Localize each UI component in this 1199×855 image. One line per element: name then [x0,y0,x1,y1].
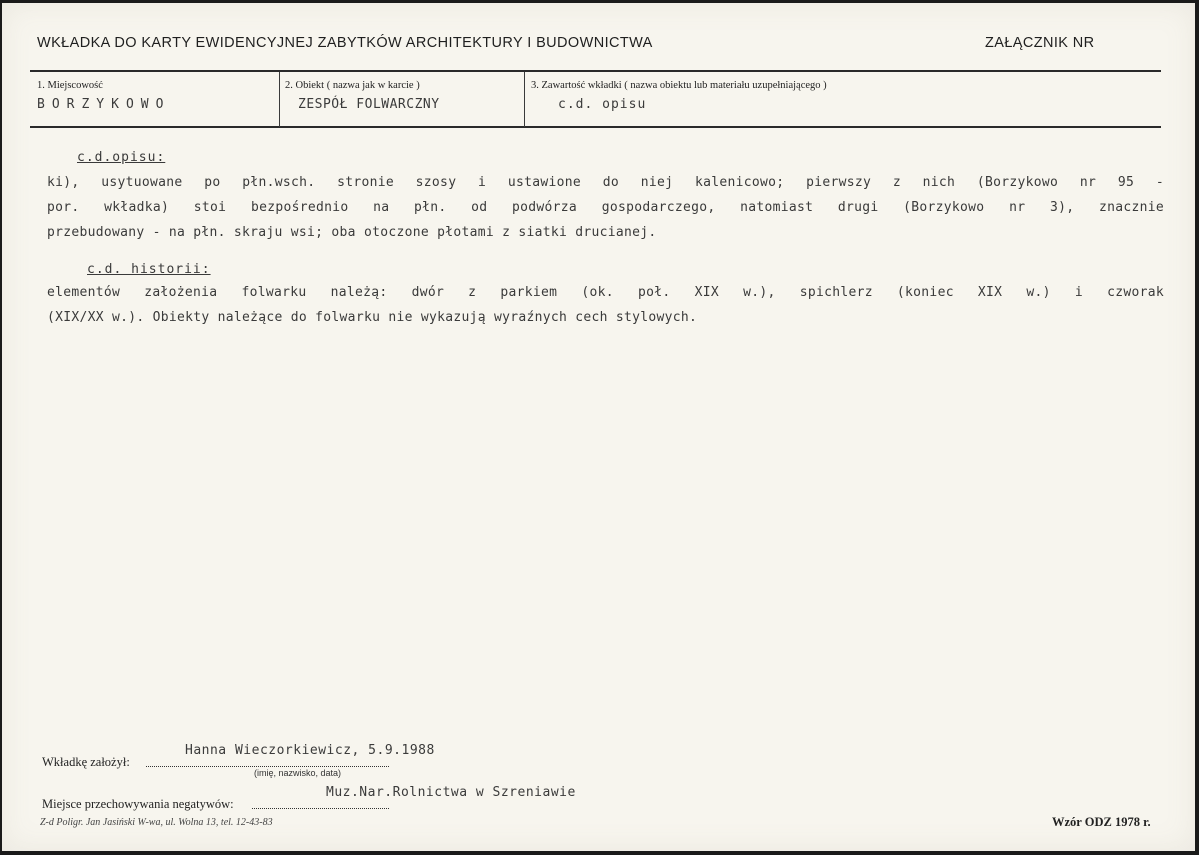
form-model-number: Wzór ODZ 1978 r. [1052,815,1151,829]
field-divider-1 [279,72,280,127]
negatives-storage-value: Muz.Nar.Rolnictwa w Szreniawie [326,785,576,800]
history-heading: c.d. historii: [87,262,211,277]
description-line: ki), usytuowane po płn.wsch. stronie szosy i ustawione do niej kalenicowo; pierwszy z nich (Borzykowo nr 95 - [47,175,1164,190]
history-line: elementów założenia folwarku należą: dwór z parkiem (ok. poł. XIX w.), spichlerz (koniec XIX w.) i czworak [47,285,1164,300]
author-label: Wkładkę założył: [42,755,130,769]
description-line: przebudowany - na płn. skraju wsi; oba otoczone płotami z siatki drucianej. [47,225,657,240]
storage-dotted-line [252,808,389,809]
author-caption: (imię, nazwisko, data) [254,768,342,778]
form-title: WKŁADKA DO KARTY EWIDENCYJNEJ ZABYTKÓW ARCHITEKTURY I BUDOWNICTWA [37,35,653,51]
insert-content-label: 3. Zawartość wkładki ( nazwa obiektu lub materiału uzupełniającego ) [531,80,827,91]
inventory-card-sheet [2,3,1195,851]
header-top-rule [30,70,1161,72]
history-line: (XIX/XX w.). Obiekty należące do folwarku nie wykazują wyraźnych cech stylowych. [47,310,698,325]
insert-content-value: c.d. opisu [558,97,647,112]
description-line: por. wkładka) stoi bezpośrednio na płn. od podwórza gospodarczego, natomiast drugi (Borzykowo nr 3), znacznie [47,200,1164,215]
header-bottom-rule [30,126,1161,128]
description-heading: c.d.opisu: [77,150,166,165]
author-value: Hanna Wieczorkiewicz, 5.9.1988 [185,743,435,758]
locality-label: 1. Miejscowość [37,80,103,91]
object-value: ZESPÓŁ FOLWARCZNY [298,97,440,112]
printer-imprint: Z-d Poligr. Jan Jasiński W-wa, ul. Wolna 13, tel. 12-43-83 [40,817,273,828]
negatives-storage-label: Miejsce przechowywania negatywów: [42,797,234,811]
annex-number-label: ZAŁĄCZNIK NR [985,35,1095,51]
locality-value: BORZYKOWO [37,97,171,112]
object-label: 2. Obiekt ( nazwa jak w karcie ) [285,80,420,91]
field-divider-2 [524,72,525,127]
author-dotted-line [146,766,389,767]
